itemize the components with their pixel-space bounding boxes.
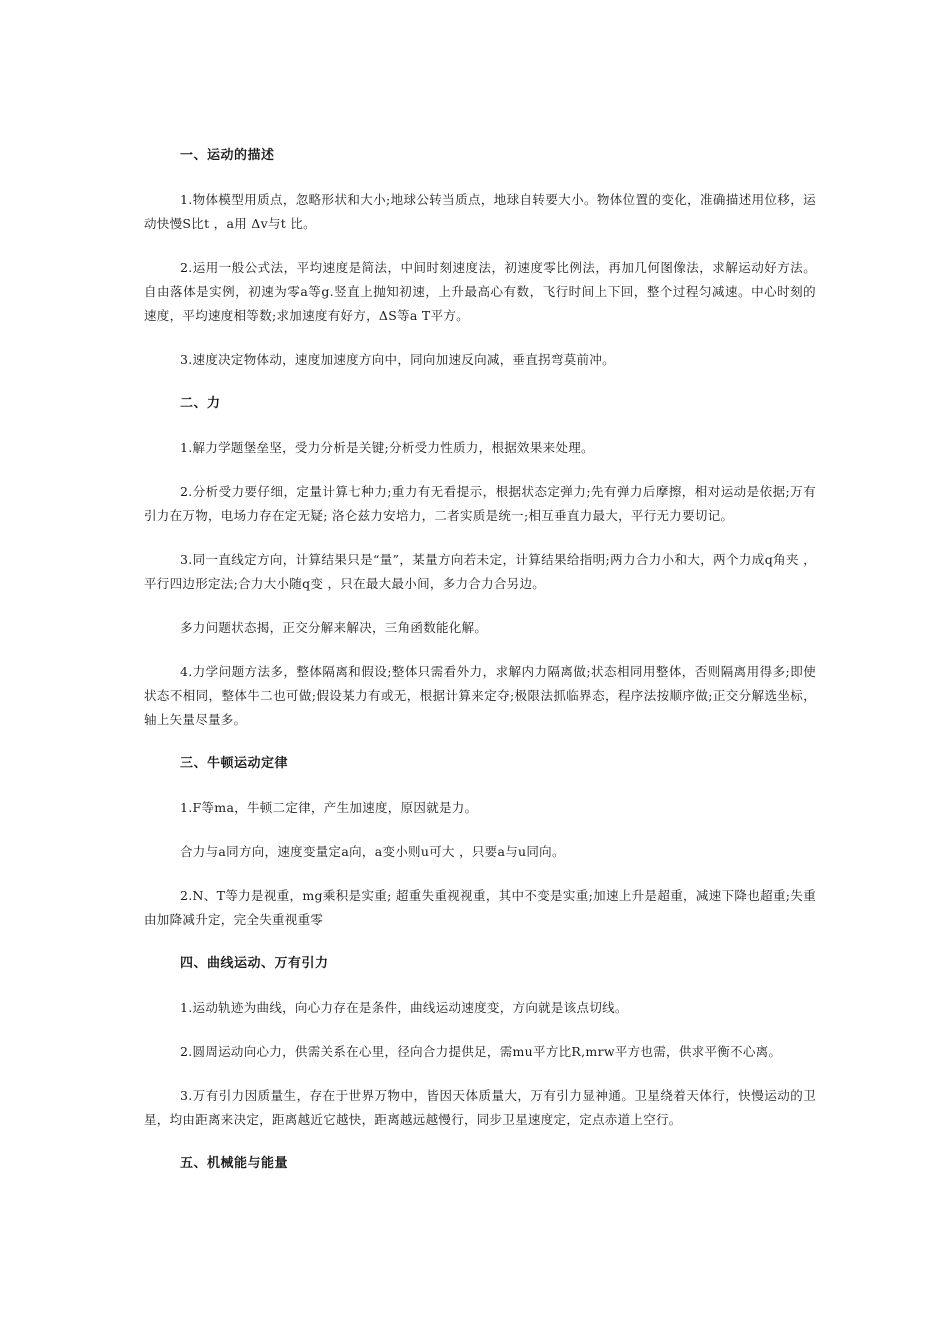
section-heading: 三、牛顿运动定律 <box>180 756 289 771</box>
paragraph: 合力与a同方向，速度变量定a向，a变小则u可大 ，只要a与u同向。 <box>180 844 565 859</box>
section-heading: 二、力 <box>180 396 221 411</box>
document-page <box>144 144 816 1196</box>
paragraph: 2.运用一般公式法，平均速度是简法，中间时刻速度法，初速度零比例法，再加几何图像法，求解运动好方法。自由落体是实例，初速为零a等g.竖直上抛知初速，上升最高心有数，飞行时间上下回，整个过程匀减速。中心时刻的速度，平均速度相等数;求加速度有好方，ΔS等a T平方。 <box>144 260 816 323</box>
section-mechanical-energy <box>144 1152 816 1176</box>
paragraph: 多力问题状态揭，正交分解来解决，三角函数能化解。 <box>180 620 488 635</box>
section-heading: 四、曲线运动、万有引力 <box>180 956 329 971</box>
section-heading: 五、机械能与能量 <box>180 1156 289 1171</box>
section-force <box>144 392 816 732</box>
paragraph: 1.F等ma，牛顿二定律，产生加速度，原因就是力。 <box>180 800 478 815</box>
section-kinematics <box>144 144 816 372</box>
paragraph: 2.N、T等力是视重，mg乘积是实重; 超重失重视视重，其中不变是实重;加速上升是超重，减速下降也超重;失重由加降减升定，完全失重视重零 <box>144 888 816 927</box>
section-curvilinear-gravitation <box>144 952 816 1132</box>
paragraph: 4.力学问题方法多，整体隔离和假设;整体只需看外力，求解内力隔离做;状态相同用整体，否则隔离用得多;即使状态不相同，整体牛二也可做;假设某力有或无，根据计算来定夺;极限法抓临界态，程序法按顺序做;正交分解选坐标，轴上矢量尽量多。 <box>144 664 816 727</box>
paragraph: 2.分析受力要仔细，定量计算七种力;重力有无看提示，根据状态定弹力;先有弹力后摩擦，相对运动是依据;万有引力在万物，电场力存在定无疑; 洛仑兹力安培力，二者实质是统一;相互垂直力最大，平行无力要切记。 <box>144 484 816 523</box>
paragraph: 1.解力学题堡垒坚，受力分析是关键;分析受力性质力，根据效果来处理。 <box>180 440 594 455</box>
section-newton-laws <box>144 752 816 932</box>
section-heading: 一、运动的描述 <box>180 148 275 163</box>
paragraph: 3.万有引力因质量生，存在于世界万物中，皆因天体质量大，万有引力显神通。卫星绕着天体行，快慢运动的卫星，均由距离来决定，距离越近它越快，距离越远越慢行，同步卫星速度定，定点赤道上空行。 <box>144 1088 816 1127</box>
paragraph: 2.圆周运动向心力，供需关系在心里，径向合力提供足，需mu平方比R,mrw平方也需，供求平衡不心离。 <box>180 1044 782 1059</box>
paragraph: 3.速度决定物体动，速度加速度方向中，同向加速反向减，垂直拐弯莫前冲。 <box>180 352 615 367</box>
paragraph: 3.同一直线定方向，计算结果只是“量”，某量方向若未定，计算结果给指明;两力合力小和大，两个力成q角夹 ，平行四边形定法;合力大小随q变 ，只在最大最小间，多力合力合另边。 <box>144 552 816 591</box>
paragraph: 1.运动轨迹为曲线，向心力存在是条件，曲线运动速度变，方向就是该点切线。 <box>180 1000 628 1015</box>
paragraph: 1.物体模型用质点，忽略形状和大小;地球公转当质点，地球自转要大小。物体位置的变化，准确描述用位移，运动快慢S比t ，a用 Δv与t 比。 <box>144 192 816 231</box>
